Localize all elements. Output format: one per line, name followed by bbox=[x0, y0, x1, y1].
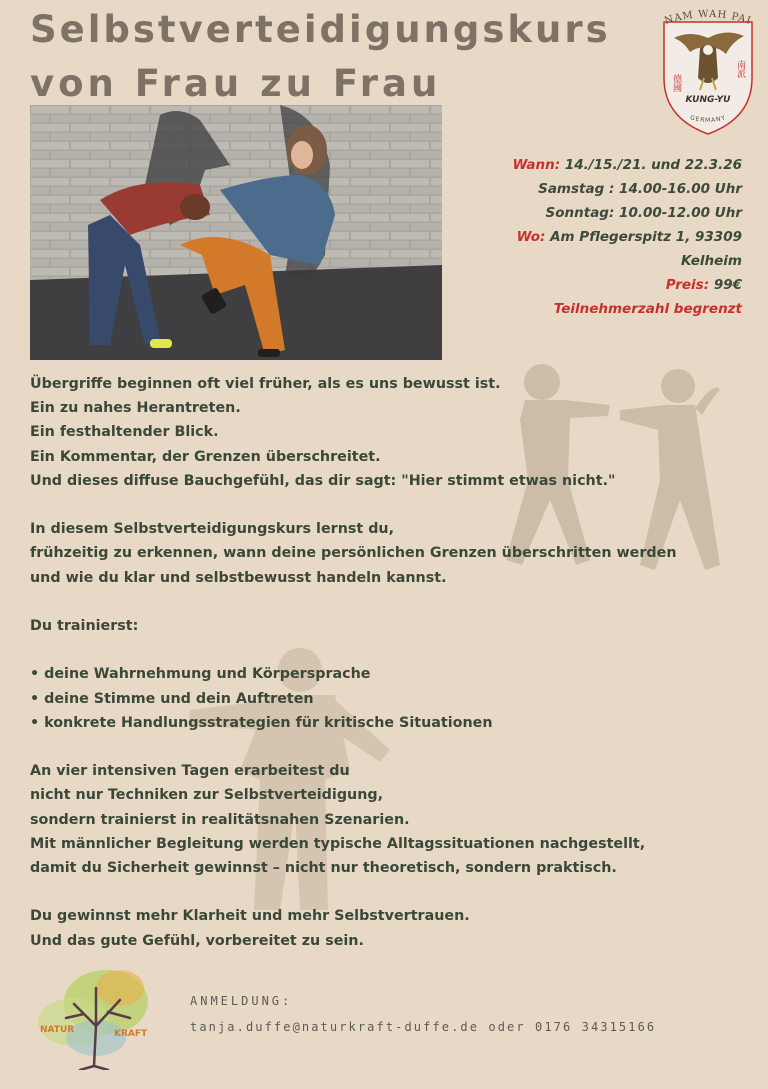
training-item: • deine Stimme und dein Auftreten bbox=[30, 690, 314, 707]
intro-line: Und dieses diffuse Bauchgefühl, das dir sagt: "Hier stimmt etwas nicht." bbox=[30, 472, 616, 489]
when-label: Wann: bbox=[512, 157, 561, 173]
event-saturday: Samstag : 14.00-16.00 Uhr bbox=[538, 181, 742, 197]
event-city: Kelheim bbox=[681, 253, 742, 269]
training-heading: Du trainierst: bbox=[30, 618, 139, 634]
intro-line: Ein Kommentar, der Grenzen überschreitet. bbox=[30, 448, 381, 465]
training-item: • konkrete Handlungsstrategien für kritische Situationen bbox=[30, 714, 493, 731]
intro-line: Ein festhaltender Blick. bbox=[30, 424, 219, 441]
event-where bbox=[442, 225, 742, 249]
days-line: damit du Sicherheit gewinnst – nicht nur theoretisch, sondern praktisch. bbox=[30, 860, 617, 876]
intro-line: Ein zu nahes Herantreten. bbox=[30, 400, 241, 417]
logo-top-text: NAM WAH PAI bbox=[663, 8, 753, 27]
title-line-1: Selbstverteidigungskurs bbox=[30, 8, 611, 51]
logo-left-chars: 德國 bbox=[671, 74, 681, 92]
where-value: Am Pflegerspitz 1, 93309 bbox=[550, 229, 742, 245]
when-value: 14./15./21. und 22.3.26 bbox=[564, 157, 742, 173]
closing-line: Du gewinnst mehr Klarheit und mehr Selbstvertrauen. bbox=[30, 908, 470, 925]
intro-line: Übergriffe beginnen oft viel früher, als es uns bewusst ist. bbox=[30, 376, 501, 392]
days-line: Mit männlicher Begleitung werden typische Alltagssituationen nachgestellt, bbox=[30, 835, 646, 852]
event-limit: Teilnehmerzahl begrenzt bbox=[553, 301, 742, 317]
naturkraft-logo bbox=[34, 966, 152, 1070]
training-item: • deine Wahrnehmung und Körpersprache bbox=[30, 666, 371, 683]
event-sunday: Sonntag: 10.00-12.00 Uhr bbox=[545, 205, 742, 221]
course-line: frühzeitig zu erkennen, wann deine persönlichen Grenzen überschritten werden bbox=[30, 545, 677, 562]
where-label: Wo: bbox=[516, 229, 546, 245]
course-line: und wie du klar und selbstbewusst handeln kannst. bbox=[30, 569, 447, 586]
body-text bbox=[30, 372, 740, 953]
event-price bbox=[442, 273, 742, 297]
days-line: An vier intensiven Tagen erarbeitest du bbox=[30, 763, 350, 780]
event-details bbox=[442, 153, 742, 321]
event-when bbox=[442, 153, 742, 177]
course-line: In diesem Selbstverteidigungskurs lernst du, bbox=[30, 521, 395, 538]
title-line-2: von Frau zu Frau bbox=[30, 62, 442, 105]
closing-line: Und das gute Gefühl, vorbereitet zu sein. bbox=[30, 932, 364, 949]
contact-link[interactable]: tanja.duffe@naturkraft-duffe.de oder 0176 34315166 bbox=[190, 1020, 657, 1034]
logo-kraft-text: KRAFT bbox=[114, 1029, 148, 1039]
price-value: 99€ bbox=[713, 277, 742, 293]
logo-right-chars: 南派 bbox=[735, 60, 745, 78]
logo-style-text: KUNG-YU bbox=[685, 95, 731, 105]
days-line: nicht nur Techniken zur Selbstverteidigung, bbox=[30, 787, 384, 804]
registration-label: ANMELDUNG: bbox=[190, 994, 293, 1008]
days-line: sondern trainierst in realitätsnahen Szenarien. bbox=[30, 811, 410, 828]
logo-natur-text: NATUR bbox=[40, 1025, 75, 1035]
nam-wah-pai-logo bbox=[660, 8, 756, 136]
price-label: Preis: bbox=[665, 277, 710, 293]
self-defense-photo bbox=[30, 105, 442, 360]
logo-bottom-text: GERMANY bbox=[689, 114, 727, 125]
